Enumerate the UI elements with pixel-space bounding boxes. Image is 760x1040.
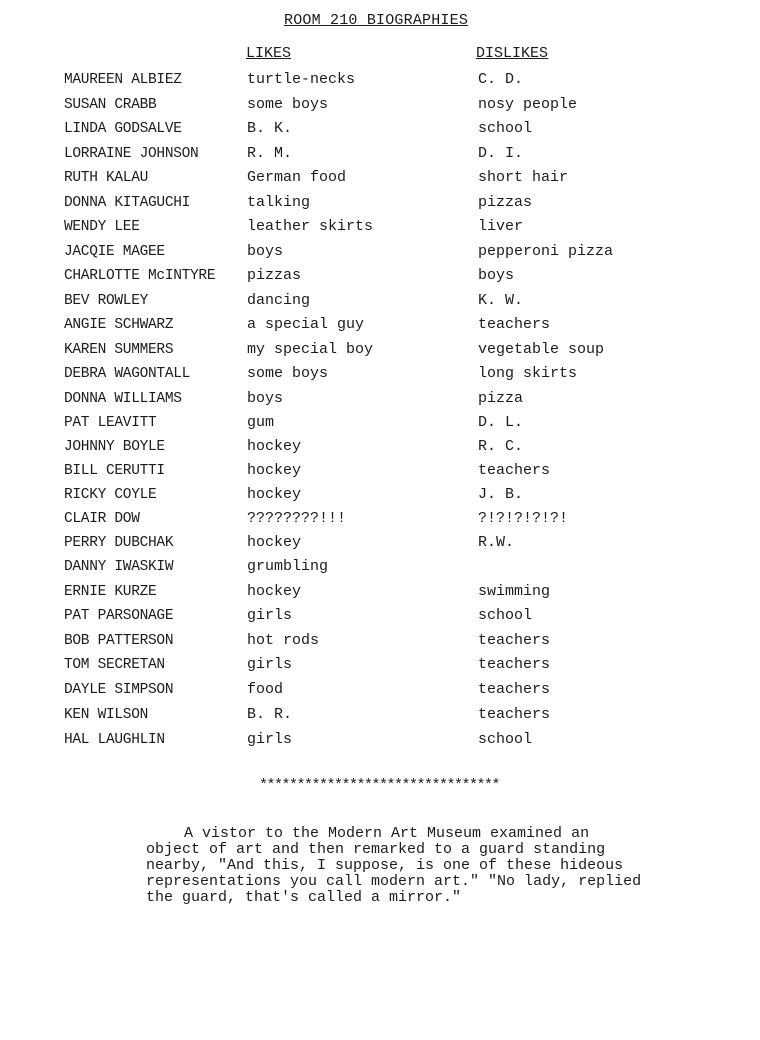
student-likes: boys: [247, 389, 284, 407]
student-dislikes: pizza: [478, 389, 524, 407]
student-dislikes: nosy people: [478, 95, 578, 113]
biography-row: [0, 679, 760, 701]
likes-column-header: LIKES: [246, 45, 292, 62]
biography-row: [0, 484, 760, 506]
student-name: PAT LEAVITT: [64, 415, 157, 431]
joke-line: the guard, that's called a mirror.": [146, 889, 462, 906]
student-dislikes: pepperoni pizza: [478, 242, 614, 260]
biography-row: [0, 339, 760, 361]
joke-line: nearby, "And this, I suppose, is one of these hideous: [146, 857, 624, 874]
student-dislikes: K. W.: [478, 291, 524, 309]
biography-row: [0, 729, 760, 751]
student-name: ANGIE SCHWARZ: [64, 317, 174, 333]
student-likes: boys: [247, 242, 284, 260]
student-dislikes: R. C.: [478, 438, 524, 455]
biography-row: [0, 167, 760, 189]
student-dislikes: teachers: [478, 656, 551, 673]
student-name: BOB PATTERSON: [64, 633, 174, 649]
biography-row: [0, 704, 760, 726]
student-name: DONNA KITAGUCHI: [64, 194, 191, 211]
student-likes: girls: [247, 656, 293, 673]
student-name: WENDY LEE: [64, 219, 140, 235]
student-likes: leather skirts: [247, 218, 374, 235]
student-dislikes: boys: [478, 267, 515, 284]
biography-row: [0, 265, 760, 287]
student-dislikes: short hair: [478, 169, 569, 186]
student-likes: dancing: [247, 291, 311, 309]
student-name: ERNIE KURZE: [64, 584, 157, 600]
student-likes: R. M.: [247, 144, 293, 162]
student-name: LORRAINE JOHNSON: [64, 145, 199, 162]
student-dislikes: teachers: [478, 632, 551, 649]
dislikes-column-header: DISLIKES: [476, 45, 549, 62]
student-name: RUTH KALAU: [64, 170, 149, 186]
biography-row: [0, 363, 760, 385]
student-likes: hockey: [247, 462, 302, 479]
biography-row: [0, 412, 760, 434]
joke-line: representations you call modern art." "No lady, replied: [146, 873, 642, 890]
biography-row: [0, 436, 760, 458]
student-likes: grumbling: [247, 558, 329, 575]
joke-line: object of art and then remarked to a guard standing: [146, 841, 606, 858]
student-name: CHARLOTTE McINTYRE: [64, 268, 216, 284]
student-likes: hot rods: [247, 632, 320, 649]
student-dislikes: school: [478, 120, 533, 137]
biography-row: [0, 94, 760, 116]
student-dislikes: school: [478, 731, 533, 748]
student-dislikes: C. D.: [478, 71, 524, 88]
student-likes: turtle-necks: [247, 71, 356, 88]
page-title: ROOM 210 BIOGRAPHIES: [284, 12, 469, 29]
student-dislikes: vegetable soup: [478, 340, 605, 358]
student-likes: girls: [247, 607, 293, 624]
biography-row: [0, 216, 760, 238]
student-name: DAYLE SIMPSON: [64, 682, 174, 698]
biography-row: [0, 69, 760, 91]
student-likes: gum: [247, 414, 275, 431]
student-name: PAT PARSONAGE: [64, 608, 174, 624]
student-dislikes: liver: [478, 218, 524, 235]
student-dislikes: school: [478, 607, 533, 624]
student-likes: B. R.: [247, 706, 293, 723]
student-dislikes: D. L.: [478, 414, 524, 431]
biography-row: [0, 532, 760, 554]
biography-row: [0, 654, 760, 676]
student-dislikes: D. I.: [478, 144, 524, 162]
student-name: TOM SECRETAN: [64, 657, 165, 673]
biography-row: [0, 581, 760, 603]
student-name: MAUREEN ALBIEZ: [64, 72, 182, 88]
student-likes: food: [247, 681, 284, 698]
student-likes: some boys: [247, 95, 329, 113]
biography-row: [0, 460, 760, 482]
student-name: DEBRA WAGONTALL: [64, 366, 191, 382]
joke-line: A vistor to the Modern Art Museum examined an: [184, 825, 590, 842]
student-dislikes: teachers: [478, 706, 551, 723]
student-likes: German food: [247, 169, 347, 186]
student-name: BILL CERUTTI: [64, 463, 165, 479]
student-name: PERRY DUBCHAK: [64, 535, 174, 551]
student-dislikes: ?!?!?!?!?!: [478, 510, 569, 527]
student-dislikes: swimming: [478, 583, 551, 600]
student-name: KAREN SUMMERS: [64, 341, 174, 358]
student-likes: girls: [247, 731, 293, 748]
student-name: SUSAN CRABB: [64, 96, 157, 113]
student-name: DONNA WILLIAMS: [64, 390, 182, 407]
student-name: LINDA GODSALVE: [64, 121, 182, 137]
student-likes: ????????!!!: [247, 510, 347, 527]
student-name: CLAIR DOW: [64, 511, 140, 527]
asterisk-divider: ********************************: [259, 777, 500, 794]
student-dislikes: long skirts: [478, 365, 578, 382]
student-name: JACQIE MAGEE: [64, 243, 165, 260]
student-dislikes: R.W.: [478, 534, 515, 551]
student-likes: hockey: [247, 438, 302, 455]
student-likes: my special boy: [247, 340, 374, 358]
student-likes: pizzas: [247, 267, 302, 284]
biography-row: [0, 605, 760, 627]
joke-paragraph: [146, 826, 706, 906]
student-dislikes: teachers: [478, 316, 551, 333]
student-likes: B. K.: [247, 120, 293, 137]
biography-row: [0, 290, 760, 312]
student-likes: some boys: [247, 365, 329, 382]
student-name: HAL LAUGHLIN: [64, 732, 165, 748]
student-dislikes: teachers: [478, 681, 551, 698]
student-name: JOHNNY BOYLE: [64, 439, 165, 455]
student-name: RICKY COYLE: [64, 487, 157, 503]
student-dislikes: J. B.: [478, 486, 524, 503]
student-likes: hockey: [247, 486, 302, 503]
student-likes: hockey: [247, 583, 302, 600]
biography-row: [0, 314, 760, 336]
biography-row: [0, 630, 760, 652]
student-dislikes: teachers: [478, 462, 551, 479]
student-name: KEN WILSON: [64, 707, 149, 723]
student-name: BEV ROWLEY: [64, 292, 149, 309]
biography-row: [0, 556, 760, 578]
biography-row: [0, 118, 760, 140]
biography-row: [0, 241, 760, 263]
biography-row: [0, 508, 760, 530]
biography-row: [0, 388, 760, 410]
biography-row: [0, 192, 760, 214]
student-dislikes: pizzas: [478, 193, 533, 211]
student-name: DANNY IWASKIW: [64, 559, 174, 575]
student-likes: a special guy: [247, 316, 365, 333]
biography-row: [0, 143, 760, 165]
student-likes: talking: [247, 193, 311, 211]
student-likes: hockey: [247, 534, 302, 551]
